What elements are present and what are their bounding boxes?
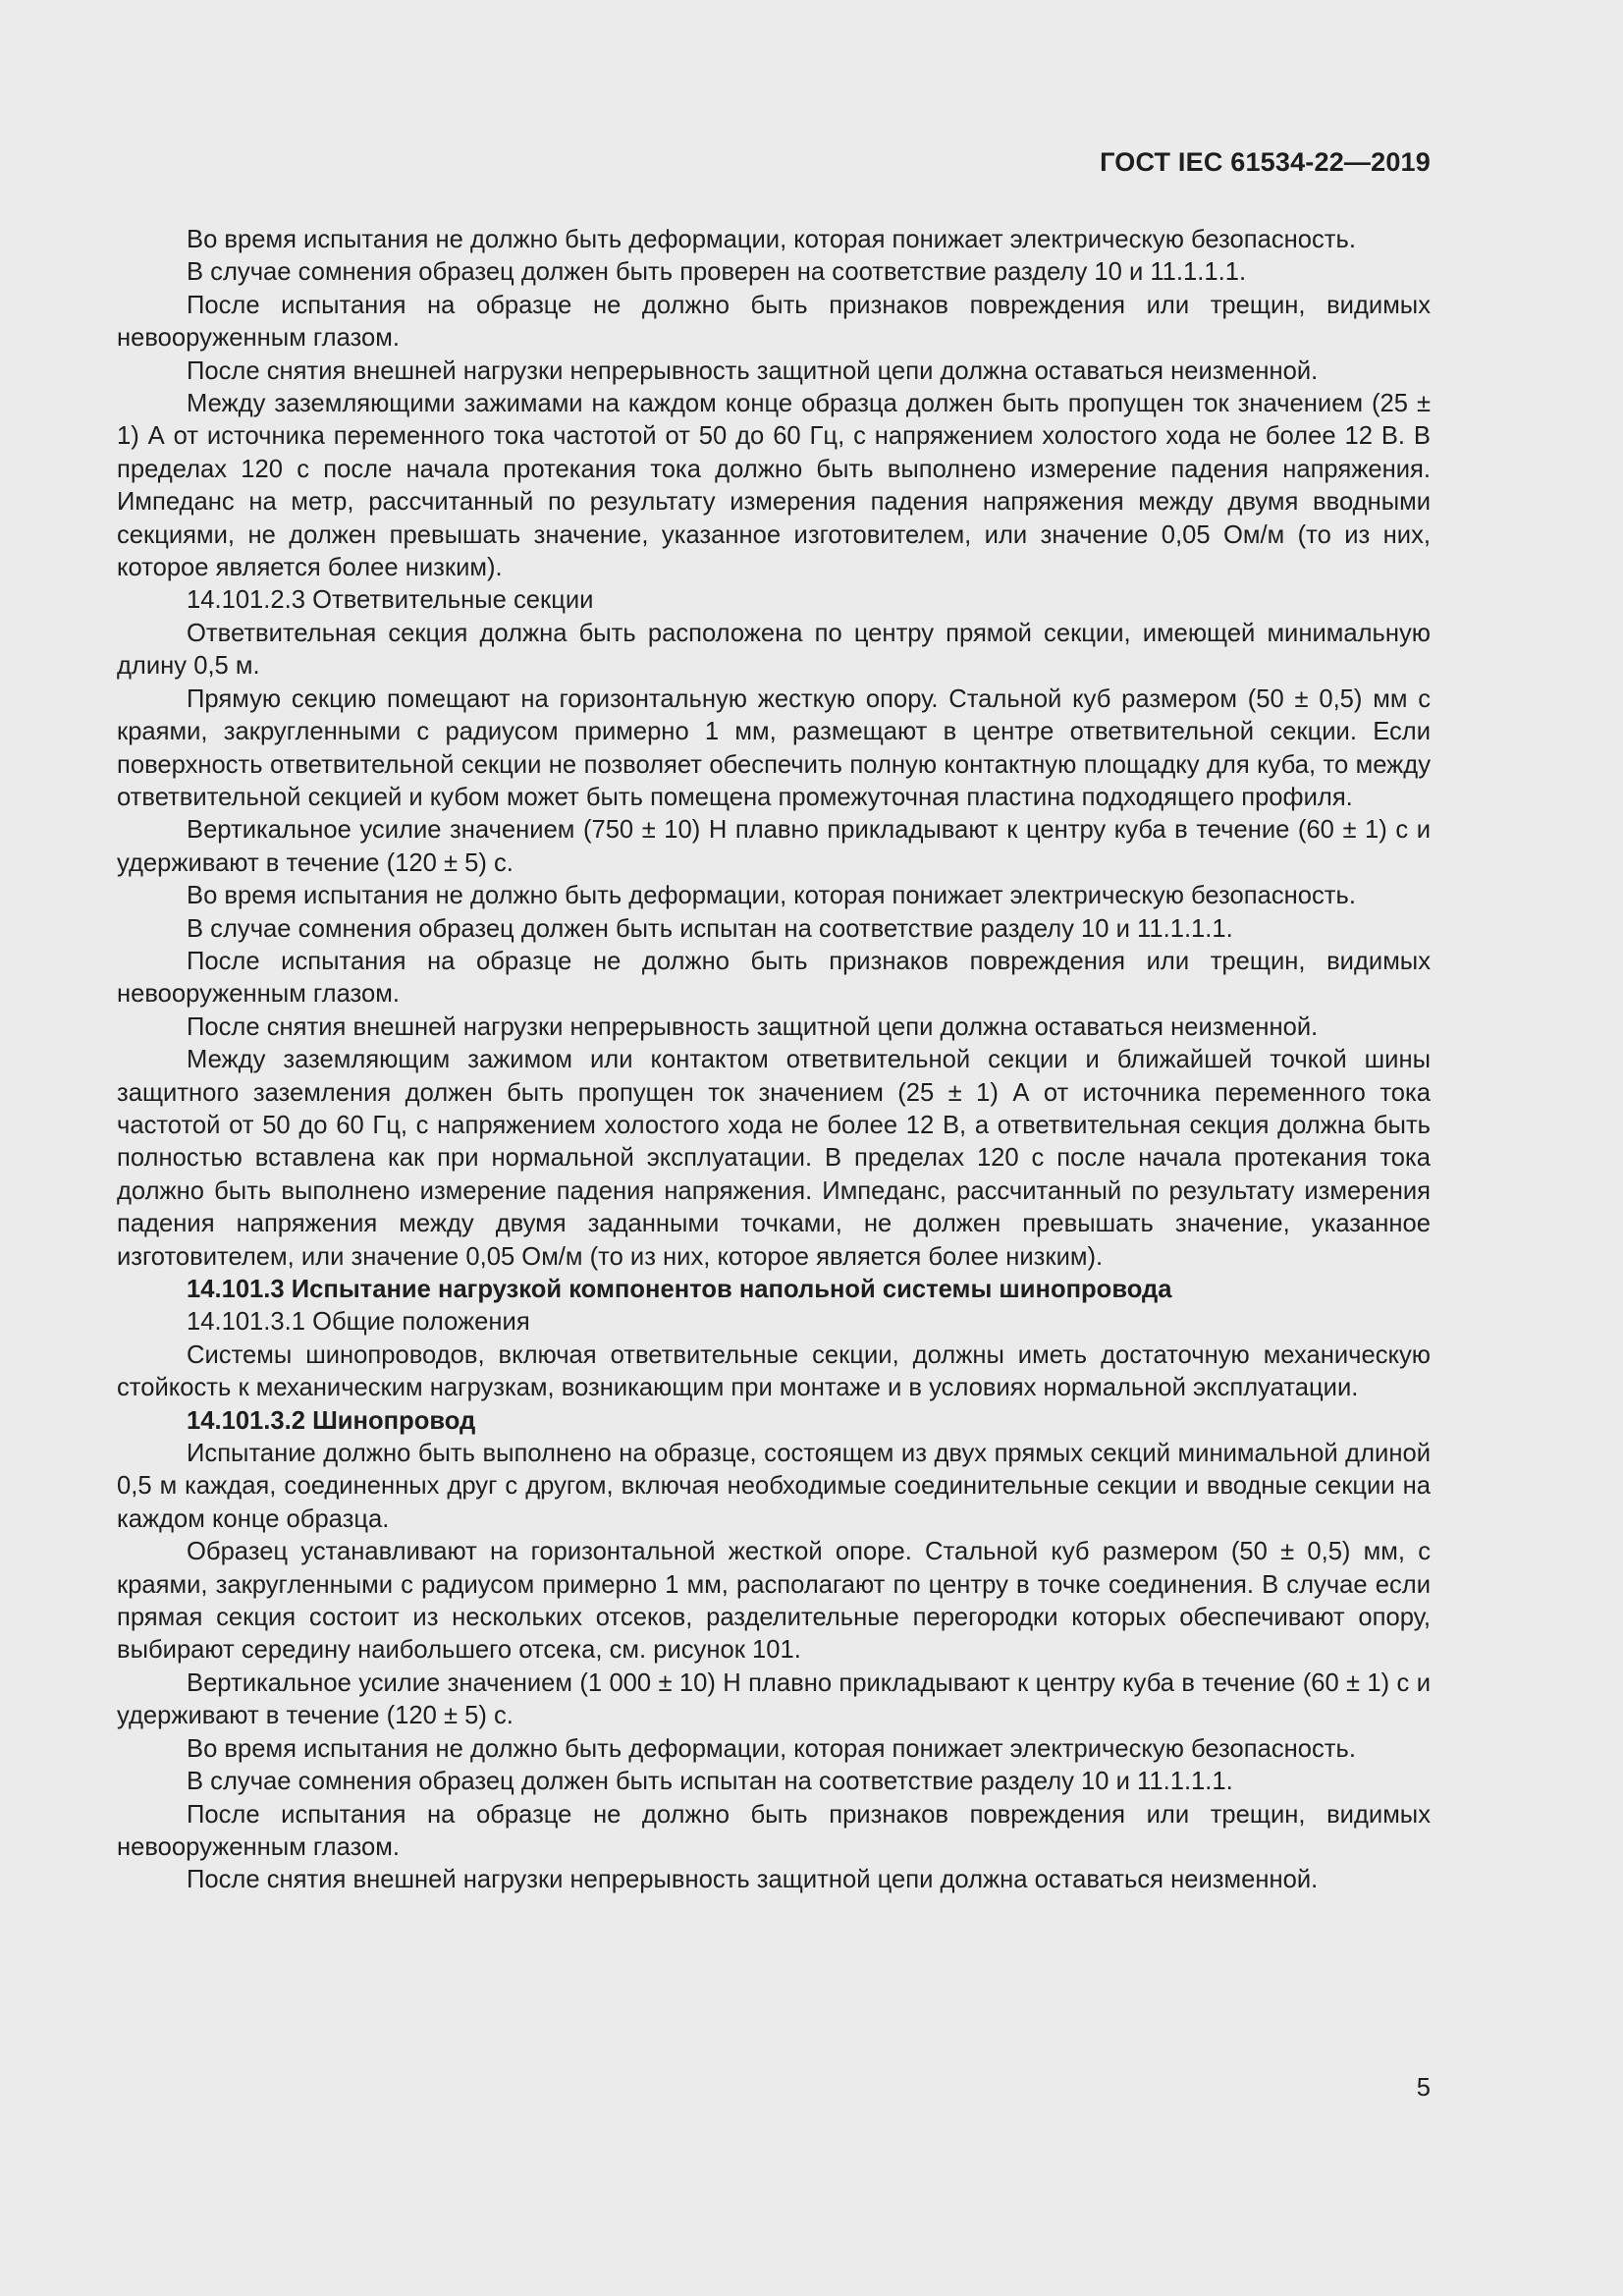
standard-header: ГОСТ IEC 61534-22—2019	[1100, 147, 1431, 177]
paragraph: Прямую секцию помещают на горизонтальную жесткую опору. Стальной куб размером (50 ± 0,5) мм с краями, закругленными с радиусом примерно 1 мм, размещают в центре ответвительной секции. Если поверхность ответвительной секции не позволяет обеспечить полную контактную площадку для куба, то между ответвительной секцией и кубом может быть помещена промежуточная пластина подходящего профиля.	[117, 684, 1431, 811]
paragraph: В случае сомнения образец должен быть испытан на соответствие разделу 10 и 11.1.1.1.	[187, 1768, 1233, 1796]
paragraph: В случае сомнения образец должен быть испытан на соответствие разделу 10 и 11.1.1.1.	[187, 914, 1233, 943]
paragraph: 14.101.2.3 Ответвительные секции	[187, 586, 594, 615]
paragraph: Образец устанавливают на горизонтальной жесткой опоре. Стальной куб размером (50 ± 0,5) мм, с краями, закругленными с радиусом примерно 1 мм, располагают по центру в точке соединения. В случае если прямая секция состоит из нескольких отсеков, разделительные перегородки которых обеспечивают опору, выбирают середину наибольшего отсека, см. рисунок 101.	[117, 1538, 1431, 1665]
paragraph: Системы шинопроводов, включая ответвительные секции, должны иметь достаточную механическую стойкость к механическим нагрузкам, возникающим при монтаже и в условиях нормальной эксплуатации.	[117, 1340, 1431, 1402]
paragraph: После испытания на образце не должно быть признаков повреждения или трещин, видимых невооруженным глазом.	[117, 1800, 1431, 1861]
paragraph: Во время испытания не должно быть деформации, которая понижает электрическую безопасность.	[187, 1734, 1356, 1763]
page-number: 5	[1416, 2074, 1431, 2102]
section-heading: 14.101.3 Испытание нагрузкой компонентов напольной системы шинопровода	[187, 1276, 1172, 1303]
paragraph: В случае сомнения образец должен быть проверен на соответствие разделу 10 и 11.1.1.1.	[187, 258, 1247, 287]
paragraph: Между заземляющими зажимами на каждом конце образца должен быть пропущен ток значением (25 ± 1) А от источника переменного тока частотой от 50 до 60 Гц, с напряжением холостого хода не более 12 В. В пределах 120 с после начала протекания тока должно быть выполнено измерение падения напряжения. Импеданс на метр, рассчитанный по результату измерения падения напряжения между двумя вводными секциями, не должен превышать значение, указанное изготовителем, или значение 0,05 Ом/м (то из них, которое является более низким).	[117, 390, 1431, 582]
paragraph: Ответвительная секция должна быть расположена по центру прямой секции, имеющей минимальную длину 0,5 м.	[117, 619, 1431, 681]
paragraph: Вертикальное усилие значением (1 000 ± 10) Н плавно прикладывают к центру куба в течение (60 ± 1) с и удерживают в течение (120 ± 5) с.	[117, 1668, 1431, 1730]
paragraph: После испытания на образце не должно быть признаков повреждения или трещин, видимых невооруженным глазом.	[117, 947, 1431, 1009]
paragraph: После снятия внешней нагрузки непрерывность защитной цепи должна оставаться неизменной.	[187, 1012, 1319, 1041]
paragraph: Между заземляющим зажимом или контактом ответвительной секции и ближайшей точкой шины защитного заземления должен быть пропущен ток значением (25 ± 1) А от источника переменного тока частотой от 50 до 60 Гц, с напряжением холостого хода не более 12 В, а ответвительная секция должна быть полностью вставлена как при нормальной эксплуатации. В пределах 120 с после начала протекания тока должно быть выполнено измерение падения напряжения. Импеданс, рассчитанный по результату измерения падения напряжения между двумя заданными точками, не должен превышать значение, указанное изготовителем, или значение 0,05 Ом/м (то из них, которое является более низким).	[117, 1046, 1431, 1271]
paragraph: 14.101.3.1 Общие положения	[187, 1308, 530, 1337]
paragraph: После испытания на образце не должно быть признаков повреждения или трещин, видимых невооруженным глазом.	[117, 291, 1431, 353]
paragraph: После снятия внешней нагрузки непрерывность защитной цепи должна оставаться неизменной.	[187, 1866, 1319, 1894]
paragraph: После снятия внешней нагрузки непрерывность защитной цепи должна оставаться неизменной.	[187, 356, 1319, 385]
paragraph: Во время испытания не должно быть деформации, которая понижает электрическую безопасность.	[187, 882, 1356, 910]
paragraph: Вертикальное усилие значением (750 ± 10) Н плавно прикладывают к центру куба в течение (60 ± 1) с и удерживают в течение (120 ± 5) с.	[117, 816, 1431, 877]
paragraph: Во время испытания не должно быть деформации, которая понижает электрическую безопасность.	[187, 226, 1356, 253]
section-heading: 14.101.3.2 Шинопровод	[187, 1406, 476, 1435]
document-body	[117, 224, 1431, 1897]
paragraph: Испытание должно быть выполнено на образце, состоящем из двух прямых секций минимальной длиной 0,5 м каждая, соединенных друг с другом, включая необходимые соединительные секции и вводные секции на каждом конце образца.	[117, 1440, 1431, 1533]
